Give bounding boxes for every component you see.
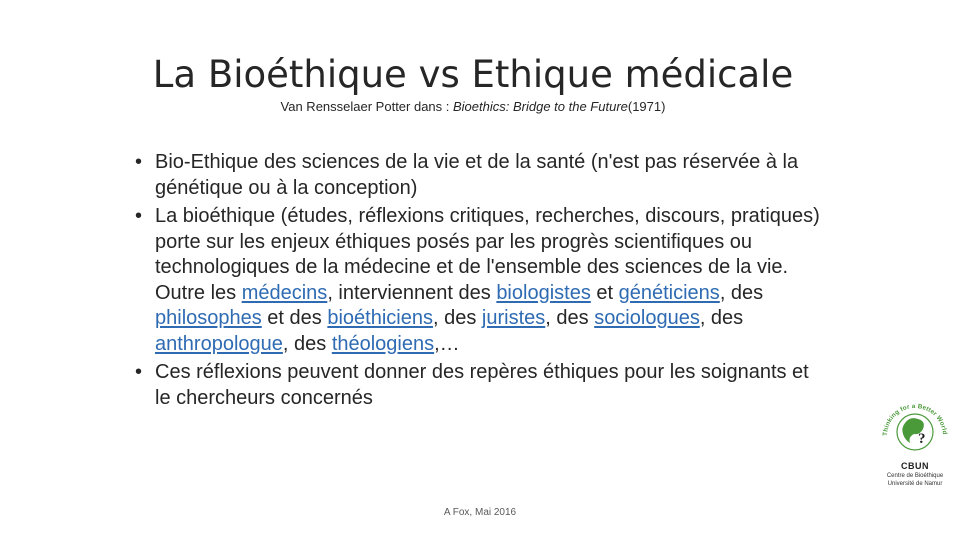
subtitle-year: (1971) <box>627 99 666 114</box>
link-sociologues[interactable]: sociologues <box>594 307 700 329</box>
bullet-text: et des <box>261 307 328 329</box>
link-anthropologue[interactable]: anthropologue <box>155 332 283 355</box>
logo-subtitle-line2: Université de Namur <box>887 481 943 487</box>
bullet-glyph: • <box>135 361 143 383</box>
question-mark-icon: ? <box>918 431 926 447</box>
bullet-text: , des <box>719 281 764 304</box>
logo-ring-text: Thinking for a Better World <box>881 402 949 437</box>
logo-subtitle-line1: Centre de Bioéthique <box>886 473 944 479</box>
bullet-item <box>130 150 820 201</box>
bullet-list <box>130 150 820 414</box>
slide-title: La Bioéthique vs Ethique médicale <box>152 53 794 96</box>
bullet-text: La bioéthique (études, réflexions critiques, recherches, discours, pratiques) porte sur les enjeux éthiques posés par les progrès scientifiques ou technologiques de la médecine et de l'ensemble des sciences de la vie. Outre les <box>155 205 820 304</box>
cbun-logo <box>872 388 958 496</box>
link-theologiens[interactable]: théologiens <box>331 332 435 355</box>
bullet-text: et <box>590 281 619 304</box>
logo-name: CBUN <box>901 461 929 471</box>
bullet-text: , des <box>282 332 332 355</box>
subtitle-book-title: Bioethics: Bridge to the Future <box>453 99 628 114</box>
bullet-item <box>130 360 820 411</box>
link-biologistes[interactable]: biologistes <box>496 281 591 304</box>
bullet-text: , interviennent des <box>327 281 497 304</box>
cbun-logo-mark <box>872 388 958 460</box>
bullet-glyph: • <box>135 151 143 173</box>
bullet-text: , des <box>545 307 595 329</box>
bullet-text: Ces réflexions peuvent donner des repères éthiques pour les soignants et le chercheurs concernés <box>155 361 809 409</box>
bullet-text: Bio-Ethique des sciences de la vie et de la santé (n'est pas réservée à la génétique ou à la conception) <box>155 151 799 199</box>
bullet-text: , des <box>699 307 744 329</box>
link-bioethiciens[interactable]: bioéthiciens <box>327 307 433 329</box>
bullet-item <box>130 204 820 357</box>
bullet-text: , des <box>432 307 482 329</box>
slide-footer: A Fox, Mai 2016 <box>443 507 517 518</box>
bullet-text: ,… <box>434 332 460 355</box>
link-medecins[interactable]: médecins <box>241 281 328 304</box>
link-philosophes[interactable]: philosophes <box>155 307 262 329</box>
bullet-glyph: • <box>135 205 143 227</box>
slide-subtitle <box>0 98 946 116</box>
subtitle-prefix: Van Rensselaer Potter dans : <box>280 99 453 114</box>
link-geneticiens[interactable]: généticiens <box>618 281 720 304</box>
logo-subtitle <box>872 472 958 488</box>
link-juristes[interactable]: juristes <box>481 307 546 329</box>
